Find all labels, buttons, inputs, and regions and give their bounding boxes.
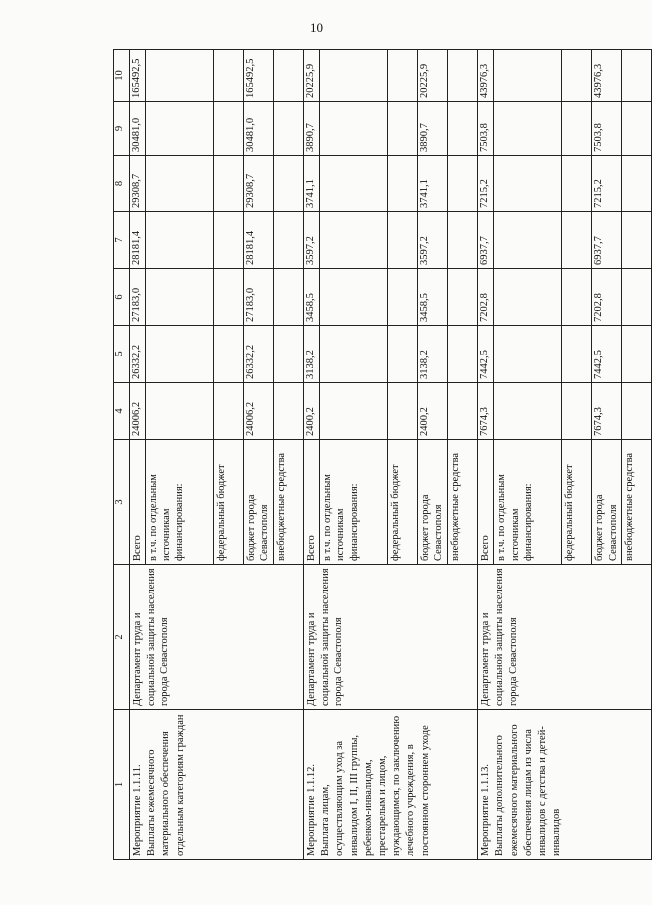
amount-cell: [622, 383, 652, 440]
funding-source-cell: внебюджетные средства: [274, 440, 304, 565]
amount-cell: 29308,7: [244, 156, 274, 212]
amount-cell: 2400,2: [418, 383, 448, 440]
amount-cell: [494, 156, 562, 212]
amount-cell: [214, 102, 244, 156]
amount-cell: [388, 383, 418, 440]
amount-cell: [320, 383, 388, 440]
amount-cell: [274, 326, 304, 383]
amount-cell: 3890,7: [304, 102, 320, 156]
amount-cell: [448, 212, 478, 269]
amount-cell: [494, 269, 562, 326]
amount-cell: 28181,4: [244, 212, 274, 269]
amount-cell: [274, 383, 304, 440]
amount-cell: [320, 156, 388, 212]
table-body: [130, 50, 652, 860]
amount-cell: [562, 156, 592, 212]
amount-cell: 3458,5: [418, 269, 448, 326]
amount-cell: [320, 269, 388, 326]
amount-cell: [448, 326, 478, 383]
funding-source-cell: Всего: [130, 440, 146, 565]
amount-cell: [448, 383, 478, 440]
amount-cell: 24006,2: [244, 383, 274, 440]
funding-source-cell: внебюджетные средства: [622, 440, 652, 565]
amount-cell: 6937,7: [478, 212, 494, 269]
amount-cell: 7202,8: [478, 269, 494, 326]
funding-source-cell: в т.ч. по отдельным источникам финансирования:: [494, 440, 562, 565]
amount-cell: [214, 212, 244, 269]
department-cell: Департамент труда и социальной защиты населения города Севастополя: [130, 565, 304, 710]
amount-cell: 7215,2: [592, 156, 622, 212]
funding-source-cell: в т.ч. по отдельным источникам финансирования:: [320, 440, 388, 565]
amount-cell: 7503,8: [478, 102, 494, 156]
department-cell: Департамент труда и социальной защиты населения города Севастополя: [478, 565, 652, 710]
column-number-header: 7: [114, 212, 130, 269]
amount-cell: 7503,8: [592, 102, 622, 156]
amount-cell: [146, 212, 214, 269]
amount-cell: [562, 102, 592, 156]
column-number-header: 3: [114, 440, 130, 565]
amount-cell: 7202,8: [592, 269, 622, 326]
funding-source-cell: в т.ч. по отдельным источникам финансирования:: [146, 440, 214, 565]
amount-cell: 43976,3: [478, 50, 494, 102]
amount-cell: [562, 269, 592, 326]
amount-cell: [622, 50, 652, 102]
column-number-header: 9: [114, 102, 130, 156]
amount-cell: [146, 326, 214, 383]
amount-cell: [562, 50, 592, 102]
funding-source-cell: Всего: [304, 440, 320, 565]
amount-cell: 3138,2: [304, 326, 320, 383]
amount-cell: 29308,7: [130, 156, 146, 212]
column-number-header: 2: [114, 565, 130, 710]
amount-cell: 30481,0: [130, 102, 146, 156]
amount-cell: 3138,2: [418, 326, 448, 383]
page-number: 10: [310, 20, 323, 35]
amount-cell: [146, 102, 214, 156]
amount-cell: [388, 102, 418, 156]
amount-cell: [622, 156, 652, 212]
amount-cell: [494, 326, 562, 383]
funding-source-cell: федеральный бюджет: [388, 440, 418, 565]
amount-cell: [274, 212, 304, 269]
amount-cell: 7674,3: [592, 383, 622, 440]
amount-cell: [274, 156, 304, 212]
funding-source-cell: Всего: [478, 440, 494, 565]
amount-cell: 3597,2: [418, 212, 448, 269]
amount-cell: [320, 50, 388, 102]
column-number-header: 1: [114, 710, 130, 860]
funding-source-cell: федеральный бюджет: [562, 440, 592, 565]
table-row: [130, 50, 146, 860]
table-row: [478, 50, 494, 860]
amount-cell: [214, 269, 244, 326]
amount-cell: [388, 269, 418, 326]
amount-cell: [494, 212, 562, 269]
amount-cell: [622, 212, 652, 269]
amount-cell: 3741,1: [418, 156, 448, 212]
amount-cell: [448, 156, 478, 212]
amount-cell: 7442,5: [592, 326, 622, 383]
amount-cell: [448, 269, 478, 326]
amount-cell: [320, 212, 388, 269]
amount-cell: [562, 326, 592, 383]
amount-cell: [388, 156, 418, 212]
measure-name-cell: Мероприятие 1.1.12. Выплата лицам, осуществляющим уход за инвалидом I, II, III группы, ребенком-инвалидом, престарелым и лицом, нуждающимся, по заключению лечебного учреждения, в постоянном стороннем уходе: [304, 710, 478, 860]
column-number-header: 10: [114, 50, 130, 102]
amount-cell: [494, 102, 562, 156]
amount-cell: 27183,0: [244, 269, 274, 326]
funding-source-cell: федеральный бюджет: [214, 440, 244, 565]
amount-cell: [494, 50, 562, 102]
amount-cell: [388, 212, 418, 269]
amount-cell: 43976,3: [592, 50, 622, 102]
amount-cell: [622, 326, 652, 383]
amount-cell: [320, 102, 388, 156]
amount-cell: 3890,7: [418, 102, 448, 156]
amount-cell: 165492,5: [244, 50, 274, 102]
rotated-table-frame: [113, 50, 636, 860]
amount-cell: 165492,5: [130, 50, 146, 102]
amount-cell: [214, 326, 244, 383]
amount-cell: [494, 383, 562, 440]
column-number-header: 4: [114, 383, 130, 440]
amount-cell: 24006,2: [130, 383, 146, 440]
funding-source-cell: бюджет города Севастополя: [418, 440, 448, 565]
amount-cell: 27183,0: [130, 269, 146, 326]
amount-cell: [146, 269, 214, 326]
measure-name-cell: Мероприятие 1.1.13. Выплаты дополнительного ежемесячного материального обеспечения лицам из числа инвалидов с детства и детей-инвалидов: [478, 710, 652, 860]
column-number-header: 6: [114, 269, 130, 326]
amount-cell: 3597,2: [304, 212, 320, 269]
amount-cell: [214, 50, 244, 102]
amount-cell: [214, 156, 244, 212]
amount-cell: [388, 326, 418, 383]
amount-cell: 3458,5: [304, 269, 320, 326]
amount-cell: [274, 50, 304, 102]
amount-cell: [448, 102, 478, 156]
funding-source-cell: бюджет города Севастополя: [244, 440, 274, 565]
department-cell: Департамент труда и социальной защиты населения города Севастополя: [304, 565, 478, 710]
budget-table: [113, 49, 652, 860]
amount-cell: 28181,4: [130, 212, 146, 269]
measure-name-cell: Мероприятие 1.1.11. Выплаты ежемесячного материального обеспечения отдельным категориям граждан: [130, 710, 304, 860]
amount-cell: [146, 50, 214, 102]
amount-cell: [388, 50, 418, 102]
amount-cell: 7674,3: [478, 383, 494, 440]
amount-cell: 7215,2: [478, 156, 494, 212]
amount-cell: [214, 383, 244, 440]
amount-cell: [274, 102, 304, 156]
table-row: [304, 50, 320, 860]
funding-source-cell: бюджет города Севастополя: [592, 440, 622, 565]
amount-cell: 26332,2: [244, 326, 274, 383]
amount-cell: [562, 212, 592, 269]
column-number-header: 8: [114, 156, 130, 212]
column-number-row: [114, 50, 130, 860]
amount-cell: [146, 156, 214, 212]
amount-cell: [622, 102, 652, 156]
amount-cell: 3741,1: [304, 156, 320, 212]
amount-cell: 7442,5: [478, 326, 494, 383]
amount-cell: 26332,2: [130, 326, 146, 383]
amount-cell: 6937,7: [592, 212, 622, 269]
amount-cell: [448, 50, 478, 102]
column-number-header: 5: [114, 326, 130, 383]
amount-cell: 20225,9: [304, 50, 320, 102]
amount-cell: 20225,9: [418, 50, 448, 102]
amount-cell: [146, 383, 214, 440]
funding-source-cell: внебюджетные средства: [448, 440, 478, 565]
amount-cell: [320, 326, 388, 383]
amount-cell: [622, 269, 652, 326]
amount-cell: 30481,0: [244, 102, 274, 156]
amount-cell: [274, 269, 304, 326]
amount-cell: [562, 383, 592, 440]
amount-cell: 2400,2: [304, 383, 320, 440]
